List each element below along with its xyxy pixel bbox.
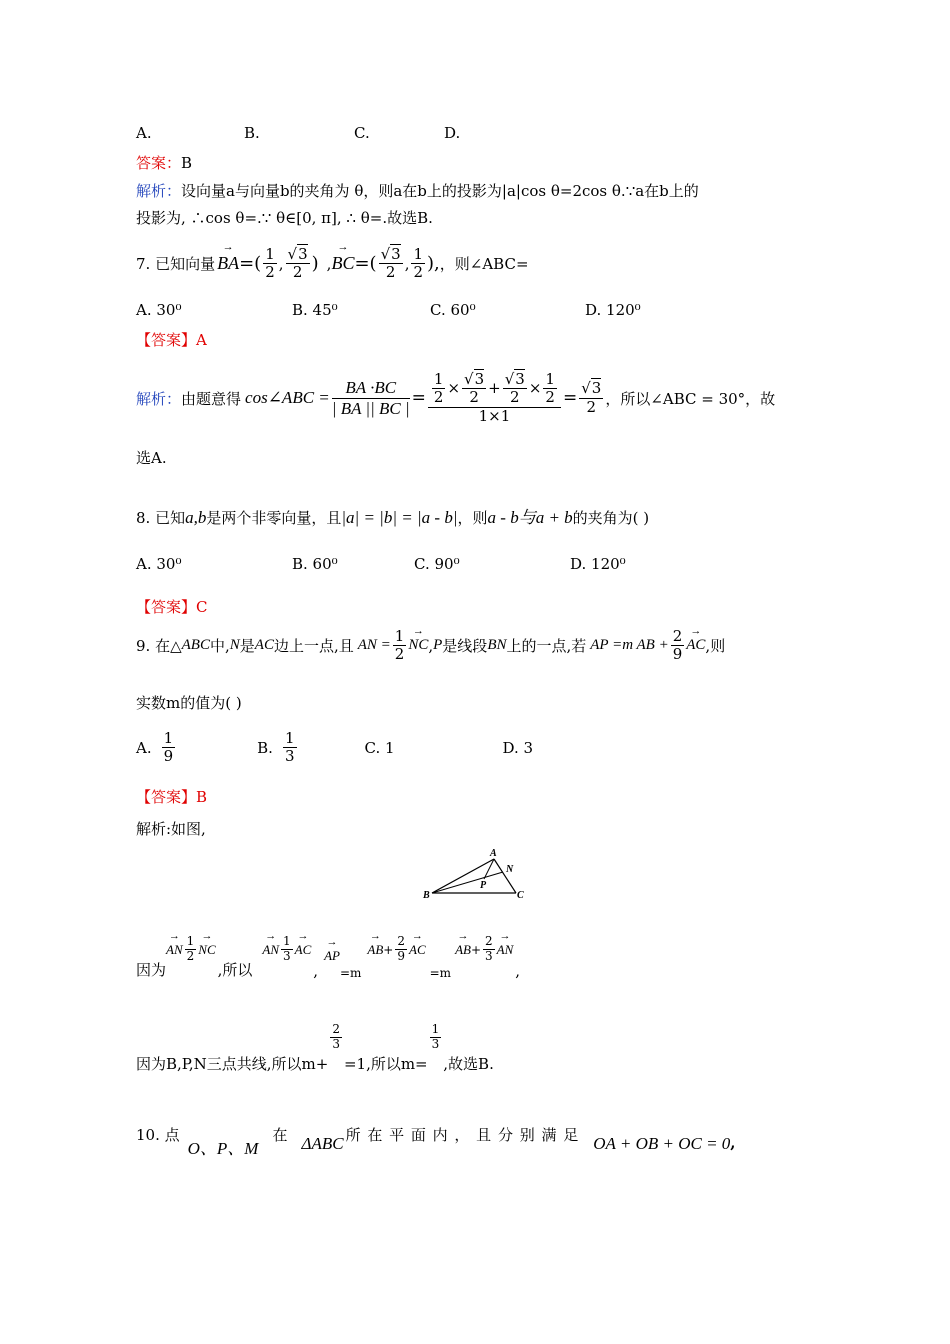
q9-nc: → NC <box>408 637 428 654</box>
q9-stem-line1 <box>136 628 725 664</box>
q9-option-c: C. 1 <box>364 738 395 757</box>
q10-rest: 所 在 平 面 内 ， 且 分 别 满 足 <box>345 1126 580 1144</box>
q6-analysis-line2: 投影为, ∴cos θ=.∵ θ∈[0, π], ∴ θ=.故选B. <box>136 209 433 227</box>
q9-text-c: 是 <box>239 637 255 656</box>
vector-ba: → BA <box>217 253 239 274</box>
q7-fraction-big: $\frac{1}{2}$ × $\frac{√3}{2}$ + $\frac{√3}{2}$ × $\frac{1}{2}$ 1×1 <box>428 371 561 425</box>
q7-conclusion: ，所以∠ABC = 30°，故 <box>605 389 776 408</box>
q9-ac-vec: → AC <box>686 637 705 654</box>
q9-text-g: 上的一点,若 <box>506 637 587 656</box>
q7-last-line: 选A. <box>136 449 167 467</box>
q9-final-frac-1-3: $\frac{1}{3}$ <box>431 1022 440 1052</box>
q9-expr-an: → AN $\frac{1}{2}$ → NC <box>166 935 216 964</box>
q6-answer-value: B <box>181 154 193 172</box>
label-b: B <box>423 890 430 901</box>
q9-because-label: 因为 <box>136 961 167 979</box>
q7-option-b: B. 45⁰ <box>292 301 338 319</box>
q7-cos-expr: cos∠ABC = <box>245 388 330 407</box>
q9-frac-half: $\frac{1}{2}$ <box>394 627 405 664</box>
q6-analysis-text1: 设向量a与向量b的夹角为 θ，则a在b上的投影为|a|cos θ=2cos θ.∵a在b上的 <box>181 182 699 200</box>
q6-answer <box>136 152 192 173</box>
q6-answer-label: 答案： <box>136 154 182 172</box>
q9-final-mid: =1,所以m= <box>343 1055 428 1073</box>
q9-bn: BN <box>487 637 507 654</box>
q9-text-f: 是线段 <box>442 637 488 656</box>
q8-stem-mid: 是两个非零向量，且 <box>206 509 342 527</box>
q9-expr-ab-ac: → AB + $\frac{2}{9}$ → AC <box>367 935 425 964</box>
q7-stem-prefix: 7. 已知向量 <box>136 255 216 274</box>
q7-analysis-label: 解析： <box>136 389 182 408</box>
q8-ab: a,b <box>185 508 207 527</box>
q7-analysis-text: 由题意得 <box>181 389 242 408</box>
q8-option-d: D. 120⁰ <box>570 555 626 573</box>
q9-ac: AC <box>254 637 274 654</box>
q9-expr-an-ac: → AN $\frac{1}{3}$ → AC <box>262 935 311 964</box>
q9-text-d: 边上一点,且 <box>273 637 354 656</box>
q9-stem-line2: 实数m的值为( ) <box>136 694 242 712</box>
q7-option-a: A. 30⁰ <box>136 301 182 319</box>
q8-stem <box>136 503 649 528</box>
q10-stem-label: 10. 点 <box>136 1126 180 1144</box>
q8-vectors: a - b与a + b <box>487 508 573 527</box>
q7-stem-suffix: ，则∠ABC= <box>439 255 529 274</box>
q9-option-d: D. 3 <box>502 738 534 757</box>
segment-bn <box>432 872 503 893</box>
q9-final-frac-2-3: $\frac{2}{3}$ <box>332 1022 340 1052</box>
q9-so-label: ,所以 <box>217 961 253 979</box>
q8-answer: 【答案】C <box>136 598 208 616</box>
q9-options <box>136 730 533 766</box>
q7-analysis: 解析： 由题意得 cos∠ABC = $\frac{BA \cdot BC}{| BA || BC |}$ = $\frac{1}{2}$ × $\frac{√3}{2}$ + $\frac{√3}{2}$ × $\frac{1}{2}$ 1×1 = $\frac{√3}{2}$ ，所以∠ABC = 30°，故 <box>136 370 776 425</box>
q6-analysis-label: 解析： <box>136 182 182 200</box>
q9-final-text: 因为B,P,N三点共线,所以m+ <box>136 1055 329 1073</box>
q9-option-b-frac: $\frac{1}{3}$ <box>284 729 295 766</box>
q7-fraction-main: $\frac{BA \cdot BC}{| BA || BC |}$ <box>331 377 410 418</box>
label-n: N <box>506 864 514 875</box>
q9-expr-ap: → AP <box>324 948 340 964</box>
q8-stem-prefix: 8. 已知 <box>136 509 186 527</box>
q9-ap-eq: AP =m AB + <box>590 637 669 654</box>
q9-option-b: B. <box>257 738 273 757</box>
label-p: P <box>480 880 487 891</box>
q7-frac-half: $\frac{1}{2}$ <box>265 245 275 282</box>
q9-text-h: ,则 <box>705 637 726 656</box>
q7-stem: 7. 已知向量 → BA =( $\frac{1}{2}$ , $\frac{√3}{2}$ ) , → BC =( $\frac{√3}{2}$ , $\frac{1}{2}$ ), ，则∠ABC= <box>136 246 529 282</box>
q9-text-a: 9. 在△ <box>136 637 182 656</box>
q6-option-d: D. <box>444 124 461 142</box>
q9-option-a: A. <box>136 738 152 757</box>
q9-analysis-line: 解析:如图, <box>136 820 206 838</box>
q9-expr-ab-an: → AB + $\frac{2}{3}$ → AN <box>455 935 513 964</box>
q8-stem-mid2: ，则 <box>457 509 488 527</box>
q7-result: $\frac{√3}{2}$ <box>581 379 602 416</box>
q8-option-b: B. 60⁰ <box>292 555 338 573</box>
q9-answer: 【答案】B <box>136 788 208 806</box>
q10-at: 在 <box>272 1126 288 1144</box>
q6-analysis-line1 <box>136 180 699 201</box>
q9-n: N <box>229 637 240 654</box>
label-a: A <box>490 848 497 859</box>
q7-frac-sqrt3-half-2: $\frac{√3}{2}$ <box>380 245 401 282</box>
q9-because-line: 因为 → AN $\frac{1}{2}$ → NC ,所以 → AN $\frac{1}{3}$ → AC , → AP =m → AB + $\frac{2}{9}$ → AC =m → AB + $\frac{2}{3}$ → AN , <box>136 938 520 980</box>
q10-stem: 10. 点 O、P、M 在 ΔABC 所 在 平 面 内 ， 且 分 别 满 足 OA + OB + OC = 0 , <box>136 1126 736 1158</box>
q9-an-eq: AN = <box>357 637 391 654</box>
q7-answer: 【答案】A <box>136 331 207 349</box>
q9-text-e: , <box>428 636 434 655</box>
q9-frac-two-ninths: $\frac{2}{9}$ <box>672 627 683 664</box>
q9-text-b: 中, <box>209 637 230 656</box>
q6-option-a: A. <box>136 124 152 142</box>
q10-points: O、P、M <box>187 1139 259 1158</box>
q9-abc: ABC <box>181 637 210 654</box>
q8-condition: |a| = |b| = |a - b| <box>341 508 458 527</box>
q8-stem-suffix: 的夹角为( ) <box>572 509 650 527</box>
q7-frac-half-2: $\frac{1}{2}$ <box>413 245 424 282</box>
q9-final-end: ,故选B. <box>443 1055 494 1073</box>
q6-option-c: C. <box>354 124 370 142</box>
vector-bc: → BC <box>331 253 354 274</box>
q7-option-c: C. 60⁰ <box>430 301 476 319</box>
q9-p: P <box>433 637 443 654</box>
q8-option-a: A. 30⁰ <box>136 555 182 573</box>
q10-condition: OA + OB + OC = 0 <box>593 1134 731 1153</box>
q6-option-b: B. <box>244 124 260 142</box>
q10-triangle: ΔABC <box>301 1134 344 1153</box>
q9-option-a-frac: $\frac{1}{9}$ <box>163 729 174 766</box>
q7-option-d: D. 120⁰ <box>585 301 641 319</box>
q7-frac-sqrt3-half: $\frac{√3}{2}$ <box>287 245 308 282</box>
triangle-figure <box>420 845 540 905</box>
q9-final-line <box>136 1022 494 1074</box>
label-c: C <box>517 890 524 901</box>
q8-option-c: C. 90⁰ <box>414 555 460 573</box>
